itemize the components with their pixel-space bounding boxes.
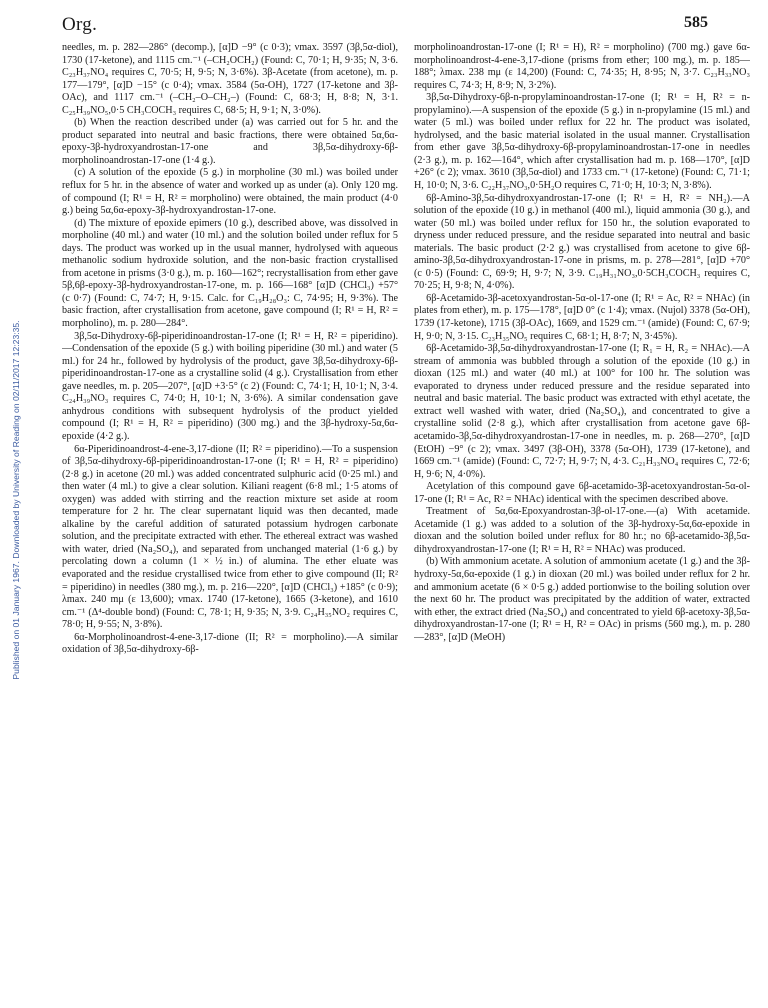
download-notice: Published on 01 January 1967. Downloaded by University of Reading on 02/11/2017 12:23:35. — [11, 320, 21, 680]
paragraph: (b) With ammonium acetate. A solution of ammonium acetate (1 g.) and the 3β-hydroxy-5α,6α-epoxide (1 g.) in dioxan (20 ml.) was boiled under reflux for 2 hr. and ammonium acetate (6 × 0·5 g.) added portionwise to the boiling solution over the next 60 hr. The product was precipitated by the addition of water, extracted with ether, the extract dried (Na₂SO₄) and concentrated to yield 6β-acetoxy-3β,5α-dihydroxyandrostan-17-one (I; R¹ = H, R² = OAc) in prisms (560 mg.), m. p. 280—283°, [α]D (MeOH) — [414, 556, 750, 643]
paragraph: 6α-Morpholinoandrost-4-ene-3,17-dione (II; R² = morpholino).—A similar oxidation of 3β,5α-dihydroxy-6β- — [62, 631, 398, 656]
paragraph: 6β-Amino-3β,5α-dihydroxyandrostan-17-one (I; R¹ = H, R² = NH₂).—A solution of the epoxide (10 g.) in methanol (400 ml.), liquid ammonia (30 g.), and water (50 ml.) was boiled under reflux for 150 hr., the solution evaporated to dryness under reduced pressure, and the residue separated into neutral and basic materials. The basic product (2·2 g.) was crystallised from acetone to give 6β-amino-3β,5α-dihydroxyandrostan-17-one in prisms, m. p. 278—281°, [α]D +70° (c 0·5) (Found: C, 69·9; H, 9·7; N, 3·9. C₁₉H₃₁NO₃,0·5CH₃COCH₃ requires C, 70·25; H, 9·8; N, 4·0%). — [414, 192, 750, 292]
paragraph: (d) The mixture of epoxide epimers (10 g.), described above, was dissolved in morpholine (40 ml.) and water (10 ml.) and the solution boiled under reflux for 5 days. The product was worked up in the usual manner, hydrolysed with aqueous methanolic sodium hydroxide solution, and the non-basic fraction crystallised from acetone in prisms (3·0 g.), m. p. 160—162°; recrystallisation from ether gave 5β,6β-epoxy-3β-hydroxyandrostan-17-one, m. p. 166—168° [α]D (CHCl₃) +57° (c 0·7) (Found: C, 74·7; H, 9·15. Calc. for C₁₉H₂₈O₃: C, 74·95; H, 9·3%). The basic fraction, after crystallisation from acetone, gave compound (I; R¹ = H, R² = morpholino), m. p. 280—284°. — [62, 217, 398, 330]
paragraph: Treatment of 5α,6α-Epoxyandrostan-3β-ol-17-one.—(a) With acetamide. Acetamide (1 g.) was added to a solution of the 3β-hydroxy-5α,6α-epoxide in dioxan and the solution boiled under reflux for 80 hr.; no 6β-acetamido-3β,5α-dihydroxyandrostan-17-one (I; R¹ = H, R² = NHAc) was produced. — [414, 506, 750, 555]
left-column — [62, 42, 398, 992]
page-number: 585 — [684, 14, 708, 31]
paragraph: (b) When the reaction described under (a) was carried out for 5 hr. and the product separated into neutral and basic fractions, there were obtained 5α,6α-epoxy-3β-hydroxyandrostan-17-one and 3β,5α-dihydroxy-6β-morpholinoandrostan-17-one (1·4 g.). — [62, 117, 398, 166]
paragraph: 3β,5α-Dihydroxy-6β-n-propylaminoandrostan-17-one (I; R¹ = H, R² = n-propylamino).—A suspension of the epoxide (5 g.) in n-propylamine (15 ml.) and water (5 ml.) was boiled under reflux for 22 hr. The product was isolated, hydrolysed, and the basic material isolated in the usual manner. Crystallisation from ether gave 3β,5α-dihydroxy-6β-propylaminoandrostan-17-one in needles (2·3 g.), m. p. 162—164°, which after crystallisation had m. p. 168—170°, [α]D +26° (c 2); νmax. 3610 (3β,5α-diol) and 1733 cm.⁻¹ (17-ketone) (Found: C, 71·1; H, 10·0; N, 3·6. C₂₂H₃₇NO₃,0·5H₂O requires C, 71·0; H, 10·3; N, 3·8%). — [414, 92, 750, 192]
paragraph: 6α-Piperidinoandrost-4-ene-3,17-dione (II; R² = piperidino).—To a suspension of 3β,5α-dihydroxy-6β-piperidinoandrostan-17-one (I; R¹ = H, R² = piperidino) (2·8 g.) in acetone (20 ml.) was added concentrated sulphuric acid (0·25 ml.) and then water (4 ml.) to give a clear solution. Kiliani reagent (6·8 ml.; 1·5 atoms of oxygen) was added with stirring and the reaction mixture set aside at room temperature for 2 hr. The clear supernatant liquid was then decanted, made alkaline by the careful addition of saturated potassium hydrogen carbonate solution, and the precipitate extracted with ether. The ethereal extract was washed with water, dried (Na₂SO₄), and separated from unchanged material (1·6 g.) by percolating down a column (1 × ½ in.) of alumina. The ether eluate was evaporated and the residue crystallised twice from ether to give compound (II; R² = piperidino) in needles (380 mg.), m. p. 216—220°, [α]D (CHCl₃) +185° (c 0·9); λmax. 240 mμ (ε 13,600); νmax. 1740 (17-ketone), 1665 (3-ketone), and 1610 cm.⁻¹ (Δ⁴-double bond) (Found: C, 78·1; H, 9·35; N, 3·9. C₂₄H₃₅NO₂ requires C, 78·0; H, 9·55; N, 3·8%). — [62, 443, 398, 631]
journal-title: Org. — [62, 14, 98, 35]
download-watermark — [10, 110, 22, 890]
paragraph: (c) A solution of the epoxide (5 g.) in morpholine (30 ml.) was boiled under reflux for 5 hr. in the absence of water and worked up as under (a). Only 120 mg. of compound (I; R¹ = H, R² = morpholino) were obtained, the main product (4·0 g.) being 5α,6α-epoxy-3β-hydroxyandrostan-17-one. — [62, 167, 398, 217]
paragraph: 3β,5α-Dihydroxy-6β-piperidinoandrostan-17-one (I; R¹ = H, R² = piperidino).—Condensation of the epoxide (5 g.) with boiling piperidine (30 ml.) and water (5 ml.) for 24 hr., followed by hydrolysis of the product, gave 3β,5α-dihydroxy-6β-piperidinoandrostan-17-one as a crystalline solid (4 g.). Crystallisation from ether gave needles, m. p. 205—207°, [α]D +3·5° (c 2) (Found: C, 74·1; H, 10·1; N, 3·4. C₂₄H₃₉NO₃ requires C, 74·0; H, 10·1; N, 3·6%). A similar condensation gave anhydrous conditions with subsequent hydrolysis of the product yielded compound (I; R¹ = H, R² = piperidino) (300 mg.) and the 3β-hydroxy-5α,6α-epoxide (4·2 g.). — [62, 330, 398, 442]
paragraph: 6β-Acetamido-3β,5α-dihydroxyandrostan-17-one (I; R₁ = H, R₂ = NHAc).—A stream of ammonia was bubbled through a solution of the epoxide (10 g.) in dioxan (125 ml.) and water (40 ml.) at 100° for 100 hr. The solution was evaporated to dryness under reduced pressure and the residue separated into neutral and basic material. The basic product was extracted with ethyl acetate, the extract well washed with water, dried (Na₂SO₄), and concentrated to give a crystalline solid (2·8 g.), which after crystallisation from acetone gave 6β-acetamido-3β,5α-dihydroxyandrostan-17-one in needles, m. p. 268—270°, [α]D (EtOH) −9° (c 2); νmax. 3497 (3β-OH), 3378 (5α-OH), 1739 (17-ketone), and 1669 cm.⁻¹ (amide) (Found: C, 72·7; H, 9·7; N, 4·3. C₂₁H₃₃NO₄ requires C, 72·6; H, 9·6; N, 4·0%). — [414, 343, 750, 480]
right-column — [414, 42, 750, 992]
paragraph: needles, m. p. 282—286° (decomp.), [α]D −9° (c 0·3); νmax. 3597 (3β,5α-diol), 1730 (17-ketone), and 1115 cm.⁻¹ (–CH₂OCH₂) (Found: C, 70·1; H, 9·35; N, 3·6. C₂₃H₃₇NO₄ requires C, 70·5; H, 9·5; N, 3·6%). 3β-Acetate (from acetone), m. p. 177—179°, [α]D −15° (c 0·4); νmax. 3584 (5α-OH), 1727 (17-ketone and 3β-OAc), and 1117 cm.⁻¹ (–CH₂–O–CH₂–) (Found: C, 68·3; H, 8·8; N, 3·1. C₂₅H₃₉NO₅,0·5 CH₃COCH₃ requires C, 68·5; H, 9·1; N, 3·0%). — [62, 42, 398, 116]
page-header — [62, 14, 708, 42]
paragraph: Acetylation of this compound gave 6β-acetamido-3β-acetoxyandrostan-5α-ol-17-one (I; R¹ = Ac, R² = NHAc) identical with the specimen described above. — [414, 481, 750, 505]
paragraph: 6β-Acetamido-3β-acetoxyandrostan-5α-ol-17-one (I; R¹ = Ac, R² = NHAc) (in plates from ether), m. p. 175—178°, [α]D 0° (c 1·4); νmax. (Nujol) 3378 (5α-OH), 1739 (17-ketone), 1715 (3β-OAc), 1669, and 1529 cm.⁻¹ (amide) (Found: C, 67·9; H, 9·0; N, 3·15. C₂₃H₃₅NO₅ requires C, 68·1; H, 8·7; N, 3·45%). — [414, 292, 750, 342]
paragraph: morpholinoandrostan-17-one (I; R¹ = H), R² = morpholino) (700 mg.) gave 6α-morpholinoandrost-4-ene-3,17-dione (prisms from ether; 100 mg.), m. p. 185—188°; λmax. 238 mμ (ε 14,200) (Found: C, 74·35; H, 8·95; N, 3·7. C₂₃H₃₃NO₃ requires C, 74·3; H, 8·9; N, 3·2%). — [414, 42, 750, 91]
